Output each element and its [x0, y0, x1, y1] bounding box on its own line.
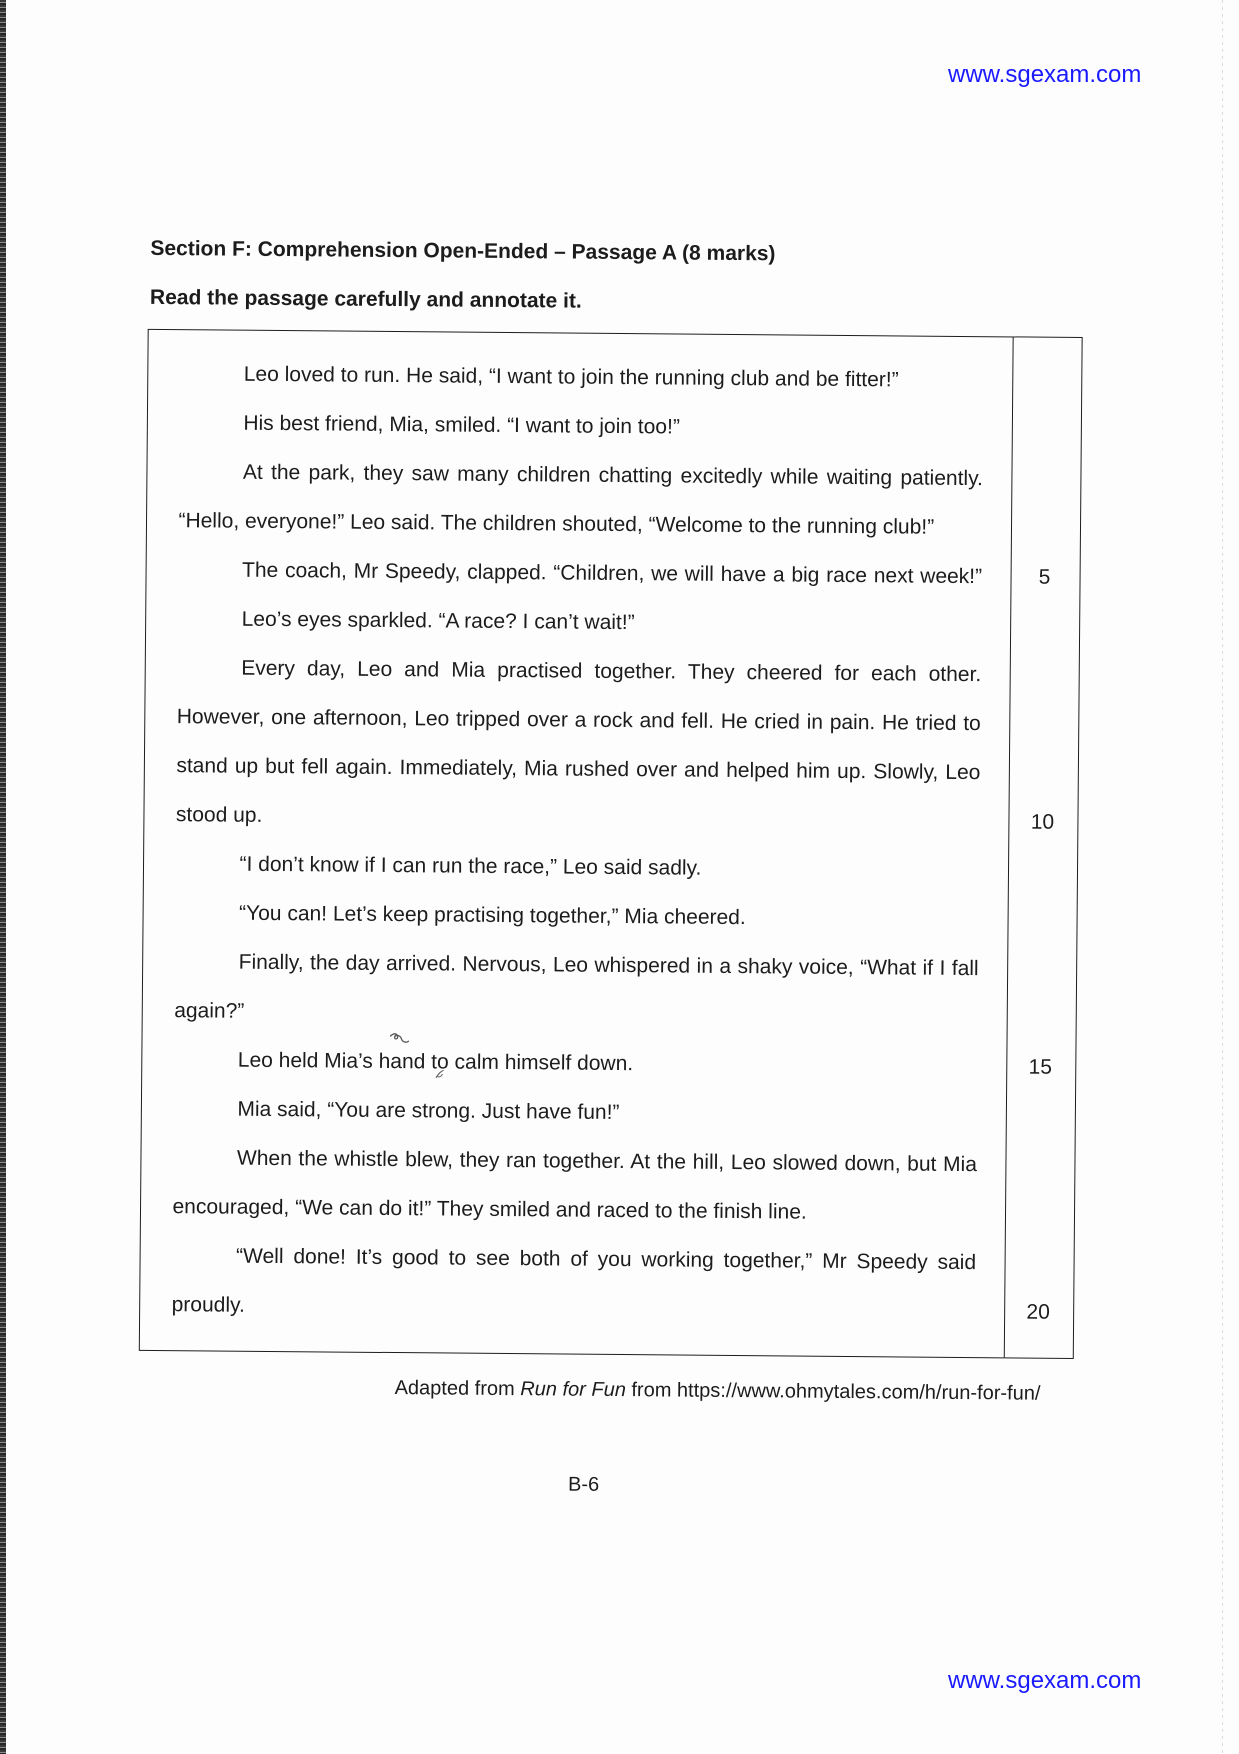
passage-line — [141, 1132, 1074, 1189]
instructions: Read the passage carefully and annotate it. — [149, 285, 582, 313]
source-credit — [395, 1375, 1041, 1407]
pen-tick-mark — [434, 1068, 446, 1080]
passage-line — [141, 1181, 1074, 1238]
passage-line — [147, 495, 1080, 552]
passage-line — [148, 397, 1081, 454]
passage-line-text: proudly. — [171, 1292, 245, 1317]
line-number: 10 — [1030, 810, 1055, 834]
passage-line — [140, 1230, 1073, 1287]
scan-edge-right — [1222, 0, 1223, 1754]
passage-line — [143, 985, 1076, 1042]
passage-line-text: Mia said, “You are strong. Just have fun!” — [237, 1097, 620, 1124]
pen-scribble-mark — [388, 1032, 410, 1048]
line-number: 5 — [1038, 565, 1051, 589]
source-title: Run for Fun — [520, 1378, 626, 1402]
passage-line — [148, 348, 1081, 405]
passage-line — [144, 789, 1077, 846]
passage-line-text: Leo loved to run. He said, “I want to join the running club and be fitter!” — [243, 362, 899, 391]
passage-line-text: Leo’s eyes sparkled. “A race? I can’t wait!” — [241, 607, 635, 634]
page-number: B-6 — [567, 1473, 600, 1496]
passage-line-text: However, one afternoon, Leo tripped over a rock and fell. He cried in pain. He tried to — [176, 704, 981, 735]
passage-line-text: Leo held Mia’s hand to calm himself down. — [237, 1048, 634, 1075]
site-watermark-bottom: www.sgexam.com — [948, 1667, 1142, 1694]
scanned-page — [114, 216, 1125, 1525]
passage-line — [145, 740, 1078, 797]
passage-line — [147, 446, 1080, 503]
passage-line — [143, 887, 1076, 944]
passage-line — [145, 691, 1078, 748]
passage-line — [142, 1083, 1075, 1140]
passage-line-text: “Hello, everyone!” Leo said. The children shouted, “Welcome to the running club!” — [178, 508, 935, 539]
section-title: Section F: Comprehension Open-Ended – Passage A (8 marks) — [150, 236, 776, 266]
passage-line — [143, 936, 1076, 993]
source-prefix: Adapted from — [394, 1377, 521, 1401]
passage-box — [139, 329, 1083, 1359]
passage-line-text: stood up. — [175, 802, 263, 827]
passage-line-text: The coach, Mr Speedy, clapped. “Children, we will have a big race next week!” — [242, 558, 983, 588]
passage-line-text: Every day, Leo and Mia practised together. They cheered for each other. — [241, 656, 982, 686]
line-number: 15 — [1028, 1055, 1053, 1079]
passage-line — [144, 838, 1077, 895]
passage-line-text: stand up but fell again. Immediately, Mia rushed over and helped him up. Slowly, Leo — [176, 753, 981, 784]
passage-line — [142, 1034, 1075, 1091]
passage-line-text: “I don’t know if I can run the race,” Leo said sadly. — [239, 852, 702, 880]
passage-line — [146, 544, 1079, 601]
passage-line-text: His best friend, Mia, smiled. “I want to join too!” — [243, 411, 680, 439]
passage-line-text: “Well done! It’s good to see both of you working together,” Mr Speedy said — [236, 1244, 977, 1274]
passage-line — [146, 642, 1079, 699]
site-watermark-top: www.sgexam.com — [948, 61, 1142, 88]
passage-line — [146, 593, 1079, 650]
line-number: 20 — [1026, 1300, 1050, 1324]
source-url: from https://www.ohmytales.com/h/run-for-fun/ — [625, 1379, 1041, 1405]
passage-line-text: encouraged, “We can do it!” They smiled and raced to the finish line. — [172, 1194, 807, 1224]
passage-line-text: When the whistle blew, they ran together. At the hill, Leo slowed down, but Mia — [236, 1146, 978, 1176]
passage-line — [140, 1279, 1073, 1336]
passage-line-text: At the park, they saw many children chatting excitedly while waiting patiently. — [242, 460, 984, 490]
passage-line-text: again?” — [174, 998, 245, 1023]
scan-edge-left — [0, 0, 6, 1754]
passage-line-text: Finally, the day arrived. Nervous, Leo whispered in a shaky voice, “What if I fall — [238, 950, 979, 980]
passage-line-text: “You can! Let’s keep practising together,” Mia cheered. — [239, 901, 746, 929]
